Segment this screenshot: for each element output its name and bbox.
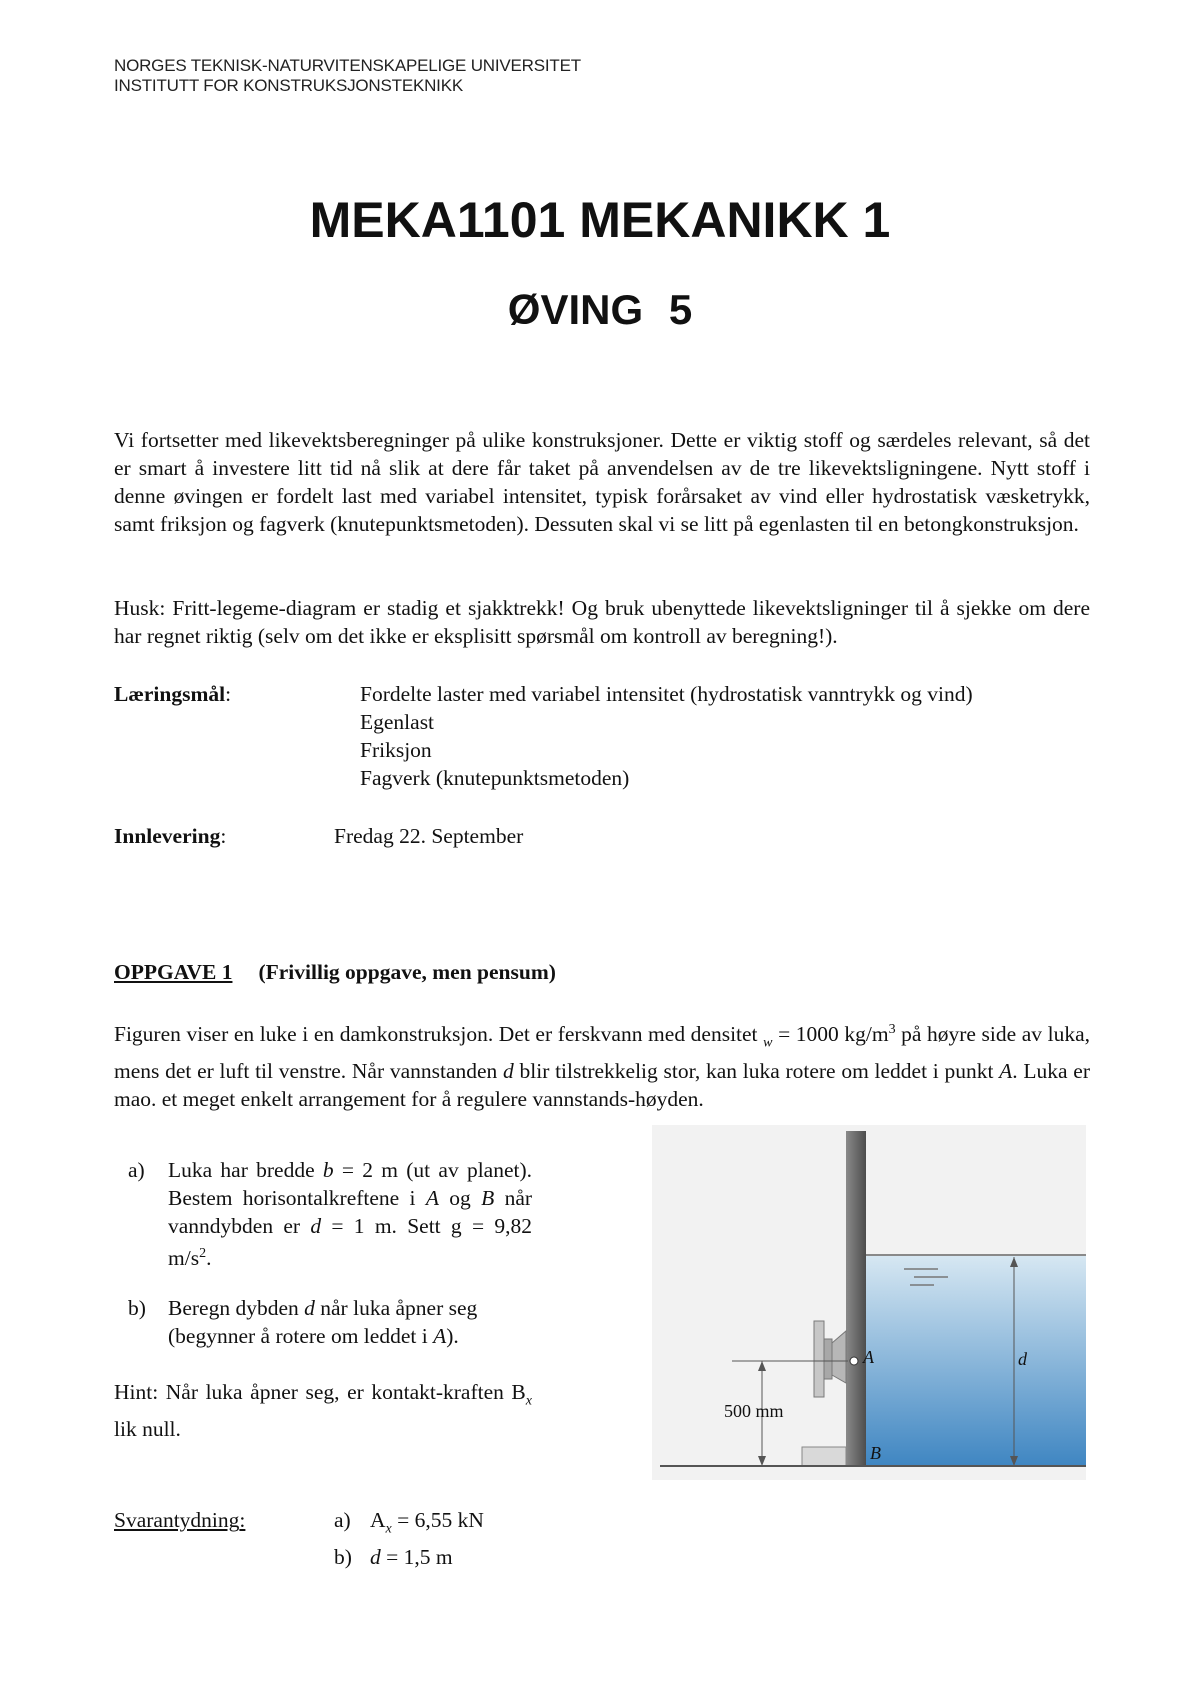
bullet-icon bbox=[334, 680, 360, 708]
answer-var: d bbox=[370, 1545, 381, 1570]
subtask-text bbox=[168, 1156, 532, 1272]
delivery-label-text: Innlevering bbox=[114, 824, 221, 848]
delivery-label-colon: : bbox=[220, 824, 227, 848]
list-item-text: Egenlast bbox=[360, 710, 435, 734]
hinge-plate bbox=[814, 1321, 824, 1397]
water-body bbox=[866, 1256, 1086, 1466]
text: = 1 m. Sett g = 9,82 m/s bbox=[168, 1214, 532, 1271]
list-item-text: Fordelte laster med variabel intensitet (hydrostatisk vanntrykk og vind) bbox=[360, 682, 973, 706]
text: Luka har bredde bbox=[168, 1158, 315, 1182]
var-d: d bbox=[304, 1296, 315, 1320]
text: når vanndybden er bbox=[168, 1186, 533, 1238]
depth-label: d bbox=[1018, 1349, 1027, 1369]
hinge-pin bbox=[850, 1357, 858, 1365]
subtask-b bbox=[128, 1294, 532, 1350]
list-item-text: Friksjon bbox=[360, 738, 432, 762]
list-item bbox=[334, 764, 973, 792]
learning-list bbox=[334, 680, 973, 792]
unit-exponent: 2 bbox=[199, 1246, 207, 1261]
task-heading bbox=[114, 958, 556, 986]
task-text: blir tilstrekkelig stor, kan luka rotere om leddet i punkt bbox=[513, 1059, 994, 1084]
dam-gate-diagram bbox=[652, 1125, 1086, 1480]
bullet-icon bbox=[334, 708, 360, 736]
var-B: B bbox=[481, 1186, 495, 1210]
bullet-icon bbox=[334, 764, 360, 792]
hint-text: Hint: Når luka åpner seg, er kontakt-kraften B bbox=[114, 1380, 526, 1404]
var-d: d bbox=[310, 1214, 322, 1238]
text: = 2 m (ut av planet). Bestem horisontalkreftene i bbox=[168, 1158, 533, 1210]
page-title: MEKA1101 MEKANIKK 1 bbox=[309, 192, 891, 248]
dam-gate-figure bbox=[652, 1125, 1086, 1480]
point-B-label: B bbox=[870, 1443, 881, 1463]
answer-label-text: Svarantydning bbox=[114, 1508, 240, 1532]
university-name: NORGES TEKNISK-NATURVITENSKAPELIGE UNIVERSITET bbox=[114, 56, 581, 75]
task-text: på høyre side av luka, mens det er luft til venstre. Når vannstanden bbox=[114, 1022, 1091, 1084]
dimension-label: 500 mm bbox=[724, 1401, 784, 1421]
text: . bbox=[206, 1246, 212, 1271]
point-A-label: A bbox=[863, 1347, 874, 1367]
list-item-text: Fagverk (knutepunktsmetoden) bbox=[360, 766, 630, 790]
text: og bbox=[438, 1186, 482, 1210]
sill-block bbox=[802, 1447, 846, 1466]
var-A: A bbox=[433, 1324, 447, 1348]
intro-paragraph: Vi fortsetter med likevektsberegninger på ulike konstruksjoner. Dette er viktig stoff og særdeles relevant, så det er smart å investere litt tid nå slik at dere får taket på anvendelsen av de tre likevektsligningene. Nytt stoff i denne øvingen er fordelt last med variabel intensitet, typisk forårsaket av vind eller hydrostatisk væsketrykk, samt friksjon og fagverk (knutepunktsmetoden). Dessuten skal vi se litt på egenlasten til en betongkonstruksjon. bbox=[114, 428, 1090, 536]
hint-subscript: x bbox=[525, 1393, 532, 1409]
header bbox=[114, 56, 581, 96]
answers bbox=[334, 1506, 484, 1571]
task-description bbox=[114, 1016, 1090, 1113]
list-item bbox=[334, 708, 973, 736]
institute-name: INSTITUTT FOR KONSTRUKSJONSTEKNIKK bbox=[114, 76, 463, 95]
husk-paragraph: Husk: Fritt-legeme-diagram er stadig et sjakktrekk! Og bruk ubenyttede likevektsligninger til å sjekke om dere har regnet riktig (selv om det ikke er eksplisitt spørsmål om kontroll av beregning!). bbox=[114, 596, 1090, 648]
answer-a bbox=[334, 1506, 484, 1543]
learning-label bbox=[114, 680, 231, 708]
task-text: . Luka er mao. et meget enkelt arrangement for å regulere vannstands-høyden. bbox=[114, 1059, 1090, 1112]
var-A: A bbox=[999, 1059, 1013, 1084]
dam-gate bbox=[846, 1131, 866, 1466]
rho-subscript: w bbox=[763, 1035, 773, 1051]
learning-label-colon: : bbox=[225, 682, 232, 706]
var-A: A bbox=[425, 1186, 439, 1210]
hinge-plate bbox=[824, 1339, 832, 1379]
page-subtitle: ØVING 5 bbox=[507, 286, 693, 333]
answer-b bbox=[334, 1543, 484, 1571]
hint-text: lik null. bbox=[114, 1417, 181, 1442]
subtask-text bbox=[168, 1294, 532, 1350]
answer-item-label: a) bbox=[334, 1508, 351, 1532]
task-text: = 1000 kg/m bbox=[772, 1022, 889, 1047]
subtask-label: a) bbox=[128, 1158, 145, 1182]
task-number: OPPGAVE 1 bbox=[114, 960, 233, 984]
hint bbox=[114, 1378, 532, 1443]
text: Beregn dybden bbox=[168, 1296, 305, 1320]
text: når luka åpner seg (begynner å rotere om leddet i bbox=[168, 1296, 478, 1348]
list-item bbox=[334, 736, 973, 764]
task-text: Figuren viser en luke i en damkonstruksjon. Det er ferskvann med densitet bbox=[114, 1022, 758, 1047]
answer-value: = 6,55 kN bbox=[391, 1508, 484, 1532]
var-d: d bbox=[503, 1059, 514, 1084]
bullet-icon bbox=[334, 736, 360, 764]
answer-value: = 1,5 m bbox=[380, 1545, 453, 1570]
list-item bbox=[334, 680, 973, 708]
task-note: (Frivillig oppgave, men pensum) bbox=[258, 960, 556, 984]
answer-item-label: b) bbox=[334, 1545, 352, 1570]
text: ). bbox=[446, 1324, 459, 1348]
answer-subscript: x bbox=[385, 1521, 392, 1537]
answer-label bbox=[114, 1506, 245, 1534]
answer-var: A bbox=[370, 1508, 386, 1532]
subtask-a bbox=[128, 1156, 532, 1272]
answer-label-colon: : bbox=[239, 1508, 246, 1532]
unit-exponent: 3 bbox=[888, 1022, 896, 1037]
learning-label-text: Læringsmål bbox=[114, 682, 226, 706]
delivery-label bbox=[114, 822, 226, 850]
var-b: b bbox=[322, 1158, 334, 1182]
subtask-label: b) bbox=[128, 1296, 146, 1320]
delivery-date: Fredag 22. September bbox=[334, 824, 524, 848]
